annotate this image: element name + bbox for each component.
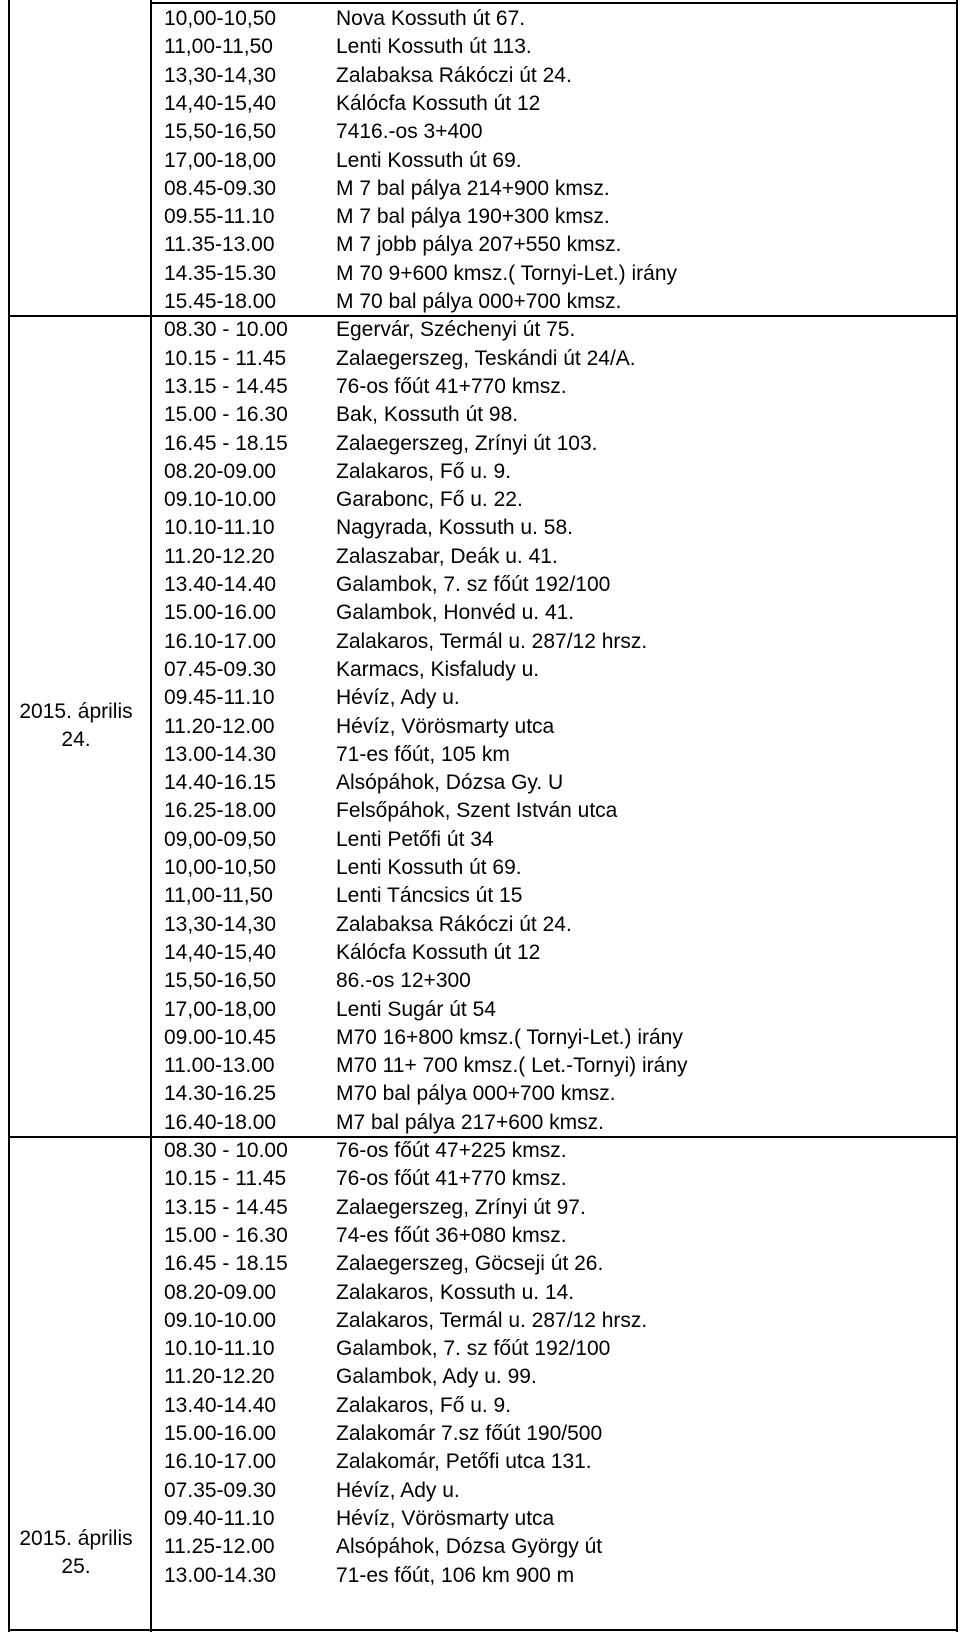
time-cell: 10.15 - 11.45 [164,1167,287,1191]
location-cell: M 7 bal pálya 214+900 kmsz. [336,176,610,200]
location-cell: Zalakaros, Termál u. 287/12 hrsz. [336,1308,648,1332]
time-cell: 08.30 - 10.00 [164,1139,288,1162]
location-cell: Zalaegerszeg, Zrínyi út 97. [336,1195,586,1219]
time-cell: 08.30 - 10.00 [164,318,288,342]
location-cell: Lenti Kossuth út 69. [336,148,522,172]
time-cell: 13.15 - 14.45 [164,374,288,398]
location-cell: Hévíz, Vörösmarty utca [336,714,555,738]
time-cell: 09,00-09,50 [164,827,277,851]
location-cell: Zalaegerszeg, Zrínyi út 103. [336,431,598,455]
location-cell: Galambok, 7. sz főút 192/100 [336,573,611,596]
date-cell: 2015. április 25. [19,1526,133,1578]
location-cell: 76-os főút 41+770 kmsz. [336,1167,567,1191]
time-cell: 09.55-11.10 [164,205,275,229]
location-cell: Hévíz, Ady u. [336,1478,460,1502]
time-cell: 07.35-09.30 [164,1478,277,1502]
location-cell: M70 16+800 kmsz.( Tornyi-Let.) irány [336,1025,683,1049]
location-cell: Zalakaros, Termál u. 287/12 hrsz. [336,629,648,653]
time-cell: 08.45-09.30 [164,176,277,200]
time-cell: 16.40-18.00 [164,1110,277,1134]
location-cell: Lenti Petőfi út 34 [336,827,494,851]
time-cell: 10.10-11.10 [164,516,275,540]
time-cell: 08.20-09.00 [164,459,277,483]
location-cell: 86.-os 12+300 [336,969,471,993]
time-cell: 10.15 - 11.45 [164,346,287,370]
time-cell: 10,00-10,50 [164,856,277,879]
time-cell: 15.00 - 16.30 [164,1223,288,1247]
location-cell: Alsópáhok, Dózsa Gy. U [336,771,564,795]
time-cell: 15.00-16.00 [164,1422,277,1445]
time-cell: 14,40-15,40 [164,940,277,964]
location-cell: Hévíz, Vörösmarty utca [336,1506,555,1530]
location-cell: Zalakaros, Fő u. 9. [336,1393,512,1417]
location-cell: Zalakaros, Fő u. 9. [336,459,512,483]
time-cell: 09.00-10.45 [164,1025,277,1049]
time-cell: 14.35-15.30 [164,261,277,285]
time-cell: 16.10-17.00 [164,629,277,653]
time-cell: 14.30-16.25 [164,1082,277,1106]
location-cell: Hévíz, Ady u. [336,686,460,710]
location-cell: Egervár, Széchenyi út 75. [336,318,576,342]
time-cell: 17,00-18,00 [164,997,277,1021]
time-cell: 13.00-14.30 [164,1563,277,1587]
time-cell: 08.20-09.00 [164,1280,277,1304]
location-cell: 7416.-os 3+400 [336,120,483,144]
time-cell: 10,00-10,50 [164,7,277,30]
time-cell: 11,00-11,50 [164,884,273,908]
location-cell: Kálócfa Kossuth út 12 [336,940,541,964]
time-cell: 11.20-12.20 [164,544,275,568]
time-cell: 13,30-14,30 [164,63,277,87]
time-cell: 16.10-17.00 [164,1450,277,1474]
location-cell: Zalaegerszeg, Göcseji út 26. [336,1252,604,1276]
location-cell: M 70 9+600 kmsz.( Tornyi-Let.) irány [336,261,677,285]
time-cell: 16.45 - 18.15 [164,431,288,455]
location-cell: Galambok, Ady u. 99. [336,1365,537,1389]
time-cell: 10.10-11.10 [164,1337,275,1361]
location-cell: 74-es főút 36+080 kmsz. [336,1223,567,1247]
location-cell: Zalaszabar, Deák u. 41. [336,544,558,568]
location-cell: Galambok, Honvéd u. 41. [336,601,575,625]
location-cell: Garabonc, Fő u. 22. [336,488,523,512]
time-cell: 13.40-14.40 [164,1393,277,1417]
time-cell: 15,50-16,50 [164,120,277,144]
time-cell: 17,00-18,00 [164,148,277,172]
location-cell: Galambok, 7. sz főút 192/100 [336,1337,611,1361]
column-divider [150,0,152,1632]
location-cell: Zalabaksa Rákóczi út 24. [336,912,572,936]
time-cell: 15.00 - 16.30 [164,403,288,427]
time-cell: 15,50-16,50 [164,969,277,993]
location-cell: Felsőpáhok, Szent István utca [336,799,618,823]
location-cell: Lenti Táncsics út 15 [336,884,523,908]
location-cell: Lenti Kossuth út 113. [336,35,532,59]
location-cell: M 7 bal pálya 190+300 kmsz. [336,205,610,229]
location-cell: Karmacs, Kisfaludy u. [336,657,540,681]
time-cell: 15.00-16.00 [164,601,277,625]
location-cell: Zalakomár, Petőfi utca 131. [336,1450,592,1474]
location-cell: Nova Kossuth út 67. [336,7,526,30]
time-cell: 13.00-14.30 [164,742,277,766]
location-cell: M70 bal pálya 000+700 kmsz. [336,1082,616,1106]
location-cell: M 7 jobb pálya 207+550 kmsz. [336,233,622,257]
time-cell: 14.40-16.15 [164,771,277,795]
location-cell: Nagyrada, Kossuth u. 58. [336,516,573,540]
location-cell: Zalakomár 7.sz főút 190/500 [336,1422,603,1445]
location-cell: Bak, Kossuth út 98. [336,403,519,427]
time-cell: 11,00-11,50 [164,35,273,59]
location-cell: 76-os főút 47+225 kmsz. [336,1139,567,1162]
time-cell: 11.35-13.00 [164,233,275,257]
location-cell: Alsópáhok, Dózsa György út [336,1535,603,1559]
time-cell: 09.40-11.10 [164,1506,275,1530]
time-cell: 11.00-13.00 [164,1054,275,1078]
time-cell: 16.45 - 18.15 [164,1252,288,1276]
time-cell: 07.45-09.30 [164,657,277,681]
time-cell: 15.45-18.00 [164,290,277,313]
location-cell: 76-os főút 41+770 kmsz. [336,374,567,398]
table-border-left [8,0,10,1632]
location-cell: Lenti Sugár út 54 [336,997,496,1021]
time-cell: 13.40-14.40 [164,573,277,596]
time-cell: 16.25-18.00 [164,799,277,823]
location-cell: Zalakaros, Kossuth u. 14. [336,1280,575,1304]
time-cell: 09.10-10.00 [164,488,277,512]
location-cell: 71-es főút, 106 km 900 m [336,1563,575,1587]
time-cell: 11.25-12.00 [164,1535,275,1559]
location-cell: Zalabaksa Rákóczi út 24. [336,63,572,87]
time-cell: 09.10-10.00 [164,1308,277,1332]
group-divider [8,315,958,317]
time-cell: 13.15 - 14.45 [164,1195,288,1219]
table-border-right [956,0,958,1632]
time-cell: 13,30-14,30 [164,912,277,936]
location-cell: M70 11+ 700 kmsz.( Let.-Tornyi) irány [336,1054,688,1078]
time-cell: 09.45-11.10 [164,686,275,710]
time-cell: 14,40-15,40 [164,91,277,115]
time-cell: 11.20-12.00 [164,714,275,738]
date-cell: 2015. április 24. [19,699,133,751]
location-cell: M7 bal pálya 217+600 kmsz. [336,1110,604,1134]
location-cell: Kálócfa Kossuth út 12 [336,91,541,115]
table-border-bottom [8,1629,958,1631]
time-cell: 11.20-12.20 [164,1365,275,1389]
group-divider [8,1136,958,1138]
location-cell: Lenti Kossuth út 69. [336,856,522,879]
location-cell: M 70 bal pálya 000+700 kmsz. [336,290,622,313]
location-cell: 71-es főút, 105 km [336,742,510,766]
location-cell: Zalaegerszeg, Teskándi út 24/A. [336,346,636,370]
